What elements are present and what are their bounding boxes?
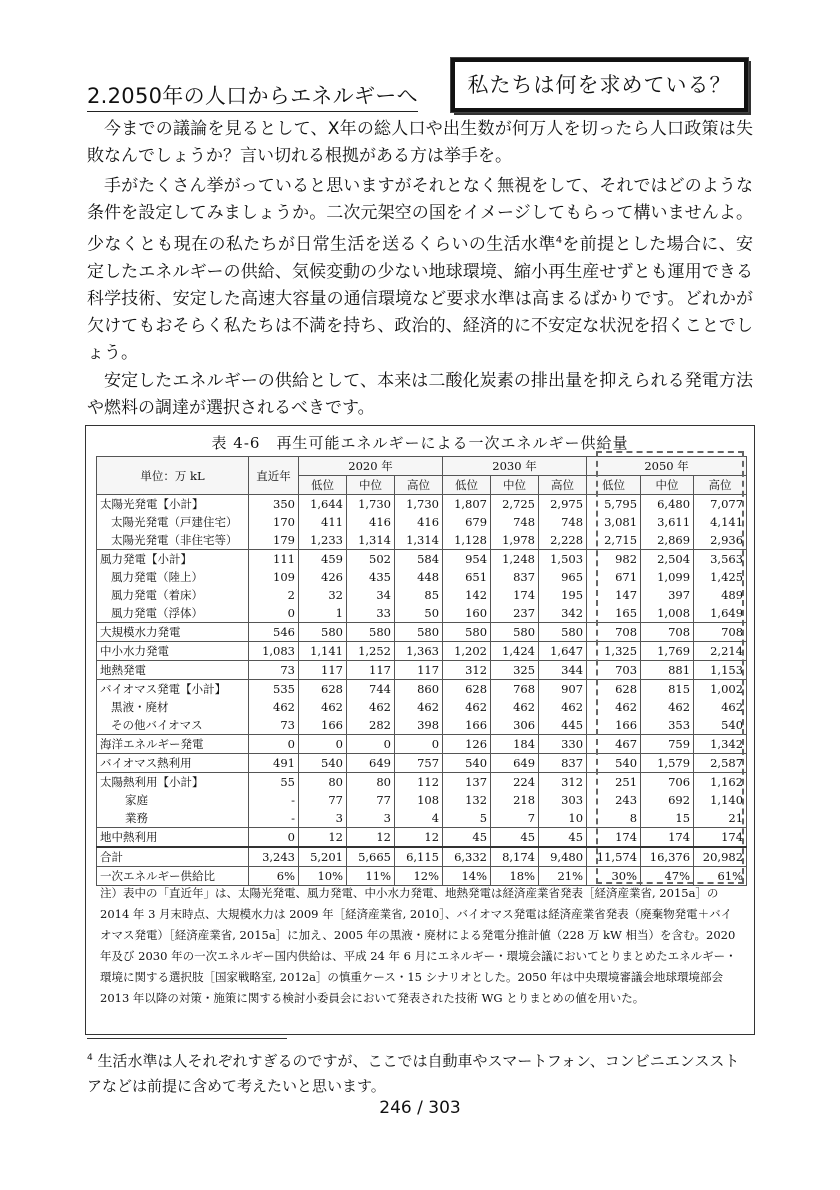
table-row <box>97 754 747 773</box>
table-cell: 2,228 <box>539 531 587 550</box>
table-cell: 1,153 <box>694 661 747 680</box>
table-cell: 174 <box>641 828 694 848</box>
table-row <box>97 773 747 792</box>
row-label: 合計 <box>97 847 249 867</box>
table-cell: 3,243 <box>249 847 299 867</box>
table-cell: 166 <box>299 716 347 735</box>
year-header-2020: 2020 年 <box>299 457 443 476</box>
table-cell: 1,202 <box>443 642 491 661</box>
table-cell: 0 <box>249 735 299 754</box>
row-label: 中小水力発電 <box>97 642 249 661</box>
table-row <box>97 568 747 586</box>
table-cell: 628 <box>299 680 347 699</box>
row-label: 風力発電（浮体） <box>97 604 249 623</box>
row-label: 一次エネルギー供給比 <box>97 867 249 886</box>
table-cell: 628 <box>587 680 641 699</box>
footnote-text: 生活水準は人それぞれすぎるのですが、ここでは自動車やスマートフォン、コンビニエンスストアなどは前提に含めて考えたいと思います。 <box>87 1052 740 1095</box>
table-cell: 651 <box>443 568 491 586</box>
table-cell: 195 <box>539 586 587 604</box>
table-cell: 243 <box>587 791 641 809</box>
table-cell: 1,002 <box>694 680 747 699</box>
table-cell: 61% <box>694 867 747 886</box>
table-cell: 142 <box>443 586 491 604</box>
table-cell: 330 <box>539 735 587 754</box>
level-header: 低位 <box>443 476 491 495</box>
unit-header: 単位：万 kL <box>97 457 249 495</box>
table-cell: 462 <box>491 698 539 716</box>
table-cell: 73 <box>249 716 299 735</box>
row-label: 黒液・廃材 <box>97 698 249 716</box>
table-cell: 1,248 <box>491 550 539 569</box>
table-cell: 3,563 <box>694 550 747 569</box>
table-cell: 435 <box>347 568 395 586</box>
table-cell: 132 <box>443 791 491 809</box>
table-cell: 462 <box>299 698 347 716</box>
table-cell: 10 <box>539 809 587 828</box>
table-row <box>97 495 747 514</box>
table-cell: 462 <box>641 698 694 716</box>
table-cell: 4 <box>395 809 443 828</box>
table-cell: 18% <box>491 867 539 886</box>
table-cell: 21% <box>539 867 587 886</box>
table-cell: 3,611 <box>641 513 694 531</box>
table-cell: 1,099 <box>641 568 694 586</box>
table-cell: 2,869 <box>641 531 694 550</box>
table-cell: 11,574 <box>587 847 641 867</box>
table-cell: 108 <box>395 791 443 809</box>
table-cell: 580 <box>347 623 395 642</box>
table-cell: 837 <box>491 568 539 586</box>
row-label: 海洋エネルギー発電 <box>97 735 249 754</box>
table-cell: 448 <box>395 568 443 586</box>
table-cell: 580 <box>299 623 347 642</box>
table-cell: 55 <box>249 773 299 792</box>
table-cell: 7 <box>491 809 539 828</box>
recent-year-header: 直近年 <box>249 457 299 495</box>
table-cell: 1,141 <box>299 642 347 661</box>
table-cell: 540 <box>694 716 747 735</box>
table-cell: 708 <box>641 623 694 642</box>
table-cell: 1,730 <box>347 495 395 514</box>
table-row <box>97 735 747 754</box>
table-cell: - <box>249 809 299 828</box>
table-cell: 5,201 <box>299 847 347 867</box>
table-cell: 47% <box>641 867 694 886</box>
table-cell: 2,725 <box>491 495 539 514</box>
table-cell: 748 <box>491 513 539 531</box>
row-label: 風力発電（着床） <box>97 586 249 604</box>
level-header: 中位 <box>491 476 539 495</box>
table-cell: 1,730 <box>395 495 443 514</box>
table-row <box>97 623 747 642</box>
table-cell: 462 <box>539 698 587 716</box>
table-cell: 12% <box>395 867 443 886</box>
table-cell: 174 <box>491 586 539 604</box>
paragraph-2-text-a: 手がたくさん挙がっていると思いますがそれとなく無視をして、それではどのような条件を設定してみましょうか。二次元架空の国をイメージしてもらって構いませんよ。少なくとも現在の私たちが日常生活を送るくらいの生活水準 <box>87 176 753 255</box>
table-cell: 137 <box>443 773 491 792</box>
table-cell: 0 <box>249 604 299 623</box>
table-row <box>97 680 747 699</box>
level-header: 低位 <box>299 476 347 495</box>
table-cell: 3 <box>347 809 395 828</box>
table-cell: 2,936 <box>694 531 747 550</box>
table-cell: 6% <box>249 867 299 886</box>
table-cell: 312 <box>443 661 491 680</box>
table-cell: 15 <box>641 809 694 828</box>
table-cell: 0 <box>347 735 395 754</box>
table-cell: 1,978 <box>491 531 539 550</box>
table-cell: 491 <box>249 754 299 773</box>
table-row <box>97 661 747 680</box>
table-cell: 184 <box>491 735 539 754</box>
table-cell: 2,975 <box>539 495 587 514</box>
table-cell: 1,363 <box>395 642 443 661</box>
table-row <box>97 642 747 661</box>
paragraph-2 <box>87 173 753 367</box>
table-cell: 467 <box>587 735 641 754</box>
table-cell: 703 <box>587 661 641 680</box>
table-cell: - <box>249 791 299 809</box>
table-cell: 546 <box>249 623 299 642</box>
table-cell: 768 <box>491 680 539 699</box>
table-cell: 708 <box>587 623 641 642</box>
table-cell: 117 <box>395 661 443 680</box>
table-cell: 462 <box>347 698 395 716</box>
table-cell: 224 <box>491 773 539 792</box>
table-cell: 1,252 <box>347 642 395 661</box>
table-cell: 462 <box>694 698 747 716</box>
row-label: 太陽光発電（戸建住宅） <box>97 513 249 531</box>
row-label: バイオマス熱利用 <box>97 754 249 773</box>
section-heading: 2.2050年の人口からエネルギーへ <box>87 82 418 112</box>
table-cell: 1,769 <box>641 642 694 661</box>
table-cell: 344 <box>539 661 587 680</box>
page-number: 246 / 303 <box>379 1098 461 1118</box>
table-cell: 342 <box>539 604 587 623</box>
table-cell: 692 <box>641 791 694 809</box>
table-cell: 426 <box>299 568 347 586</box>
row-label: 地中熱利用 <box>97 828 249 848</box>
table-row <box>97 531 747 550</box>
table-cell: 34 <box>347 586 395 604</box>
table-cell: 1,083 <box>249 642 299 661</box>
table-cell: 165 <box>587 604 641 623</box>
table-cell: 12 <box>299 828 347 848</box>
table-cell: 111 <box>249 550 299 569</box>
table-cell: 1,140 <box>694 791 747 809</box>
table-cell: 837 <box>539 754 587 773</box>
table-cell: 6,332 <box>443 847 491 867</box>
table-cell: 2,504 <box>641 550 694 569</box>
table-cell: 218 <box>491 791 539 809</box>
table-cell: 540 <box>587 754 641 773</box>
table-cell: 1,807 <box>443 495 491 514</box>
table-cell: 45 <box>539 828 587 848</box>
table-cell: 815 <box>641 680 694 699</box>
table-cell: 6,480 <box>641 495 694 514</box>
row-label: 風力発電【小計】 <box>97 550 249 569</box>
row-label: 太陽熱利用【小計】 <box>97 773 249 792</box>
table-cell: 982 <box>587 550 641 569</box>
table-cell: 8 <box>587 809 641 828</box>
table-cell: 1,424 <box>491 642 539 661</box>
row-label: 太陽光発電（非住宅等） <box>97 531 249 550</box>
table-cell: 45 <box>491 828 539 848</box>
paragraph-2-text-b: を前提とした場合に、安定したエネルギーの供給、気候変動の少ない地球環境、縮小再生産せずとも運用できる科学技術、安定した高速大容量の通信環境など要求水準は高まるばかりです。どれかが欠けてもおそらく私たちは不満を持ち、政治的、経済的に不安定な状況を招くことでしょう。 <box>87 234 754 363</box>
table-cell: 580 <box>395 623 443 642</box>
table-cell: 416 <box>347 513 395 531</box>
level-header: 高位 <box>539 476 587 495</box>
footnote-reference[interactable]: 4 <box>555 235 563 246</box>
table-cell: 350 <box>249 495 299 514</box>
table-cell: 9,480 <box>539 847 587 867</box>
table-cell: 649 <box>491 754 539 773</box>
table-cell: 540 <box>299 754 347 773</box>
table-cell: 445 <box>539 716 587 735</box>
table-cell: 708 <box>694 623 747 642</box>
table-cell: 1,579 <box>641 754 694 773</box>
table-cell: 1,325 <box>587 642 641 661</box>
table-cell: 0 <box>249 828 299 848</box>
table-cell: 580 <box>443 623 491 642</box>
table-cell: 2,587 <box>694 754 747 773</box>
table-cell: 306 <box>491 716 539 735</box>
table-cell: 170 <box>249 513 299 531</box>
table-cell: 117 <box>347 661 395 680</box>
table-cell: 502 <box>347 550 395 569</box>
table-cell: 20,982 <box>694 847 747 867</box>
level-header: 高位 <box>395 476 443 495</box>
table-cell: 7,077 <box>694 495 747 514</box>
table-row <box>97 550 747 569</box>
row-label: その他バイオマス <box>97 716 249 735</box>
table-title: 表 4-6 再生可能エネルギーによる一次エネルギー供給量 <box>211 434 629 452</box>
row-label: 風力発電（陸上） <box>97 568 249 586</box>
row-label: バイオマス発電【小計】 <box>97 680 249 699</box>
paragraph-1-text: 今までの議論を見るとして、X年の総人口や出生数が何万人を切ったら人口政策は失敗なんでしょうか？言い切れる根拠がある方は挙手を。 <box>87 119 753 166</box>
table-row <box>97 513 747 531</box>
table-cell: 282 <box>347 716 395 735</box>
table-cell: 580 <box>539 623 587 642</box>
table-cell: 14% <box>443 867 491 886</box>
table-cell: 3 <box>299 809 347 828</box>
table-cell: 12 <box>395 828 443 848</box>
table-cell: 50 <box>395 604 443 623</box>
row-label: 業務 <box>97 809 249 828</box>
table-cell: 411 <box>299 513 347 531</box>
table-cell: 160 <box>443 604 491 623</box>
table-cell: 12 <box>347 828 395 848</box>
table-cell: 540 <box>443 754 491 773</box>
table-cell: 744 <box>347 680 395 699</box>
table-cell: 0 <box>395 735 443 754</box>
row-label: 太陽光発電【小計】 <box>97 495 249 514</box>
level-header: 高位 <box>694 476 747 495</box>
table-cell: 6,115 <box>395 847 443 867</box>
table-cell: 1 <box>299 604 347 623</box>
table-row <box>97 828 747 848</box>
table-cell: 759 <box>641 735 694 754</box>
table-cell: 8,174 <box>491 847 539 867</box>
row-label: 大規模水力発電 <box>97 623 249 642</box>
table-cell: 303 <box>539 791 587 809</box>
table-cell: 489 <box>694 586 747 604</box>
callout-box: 私たちは何を求めている？ <box>451 58 748 112</box>
year-header-2030: 2030 年 <box>443 457 587 476</box>
table-cell: 671 <box>587 568 641 586</box>
table-cell: 117 <box>299 661 347 680</box>
table-cell: 1,233 <box>299 531 347 550</box>
table-row <box>97 586 747 604</box>
table-cell: 2,715 <box>587 531 641 550</box>
footnote-divider <box>87 1038 287 1039</box>
table-row <box>97 809 747 828</box>
table-cell: 80 <box>299 773 347 792</box>
table-cell: 353 <box>641 716 694 735</box>
table-row <box>97 604 747 623</box>
table-cell: 1,314 <box>347 531 395 550</box>
table-cell: 679 <box>443 513 491 531</box>
table-cell: 2 <box>249 586 299 604</box>
table-cell: 112 <box>395 773 443 792</box>
table-cell: 628 <box>443 680 491 699</box>
table-cell: 535 <box>249 680 299 699</box>
table-cell: 965 <box>539 568 587 586</box>
paragraph-3-text: 安定したエネルギーの供給として、本来は二酸化炭素の排出量を抑えられる発電方法や燃料の調達が選択されるべきです。 <box>87 371 753 418</box>
table-cell: 312 <box>539 773 587 792</box>
table-cell: 459 <box>299 550 347 569</box>
table-cell: 325 <box>491 661 539 680</box>
table-cell: 3,081 <box>587 513 641 531</box>
year-header-2050: 2050 年 <box>587 457 747 476</box>
table-cell: 398 <box>395 716 443 735</box>
table-cell: 5,795 <box>587 495 641 514</box>
table-cell: 5,665 <box>347 847 395 867</box>
level-header: 中位 <box>347 476 395 495</box>
footnote-marker: 4 <box>87 1053 93 1063</box>
table-cell: 860 <box>395 680 443 699</box>
table-cell: 77 <box>299 791 347 809</box>
table-cell: 0 <box>299 735 347 754</box>
table-cell: 881 <box>641 661 694 680</box>
table-cell: 5 <box>443 809 491 828</box>
table-cell: 2,214 <box>694 642 747 661</box>
table-cell: 1,425 <box>694 568 747 586</box>
table-cell: 1,314 <box>395 531 443 550</box>
table-cell: 80 <box>347 773 395 792</box>
paragraph-3 <box>87 368 753 422</box>
table-cell: 907 <box>539 680 587 699</box>
level-header: 中位 <box>641 476 694 495</box>
table-cell: 174 <box>694 828 747 848</box>
table-cell: 33 <box>347 604 395 623</box>
table-row <box>97 698 747 716</box>
table-row <box>97 847 747 867</box>
table-cell: 416 <box>395 513 443 531</box>
table-cell: 32 <box>299 586 347 604</box>
table-cell: 1,128 <box>443 531 491 550</box>
table-cell: 11% <box>347 867 395 886</box>
table-cell: 1,644 <box>299 495 347 514</box>
row-label: 家庭 <box>97 791 249 809</box>
table-cell: 30% <box>587 867 641 886</box>
table-cell: 462 <box>587 698 641 716</box>
energy-supply-table <box>96 456 747 886</box>
table-cell: 179 <box>249 531 299 550</box>
table-cell: 166 <box>587 716 641 735</box>
table-cell: 10% <box>299 867 347 886</box>
table-cell: 462 <box>249 698 299 716</box>
paragraph-1 <box>87 116 753 170</box>
table-cell: 1,342 <box>694 735 747 754</box>
table-cell: 16,376 <box>641 847 694 867</box>
table-cell: 237 <box>491 604 539 623</box>
table-cell: 1,647 <box>539 642 587 661</box>
table-cell: 1,649 <box>694 604 747 623</box>
table-cell: 748 <box>539 513 587 531</box>
level-header: 低位 <box>587 476 641 495</box>
table-cell: 166 <box>443 716 491 735</box>
table-cell: 584 <box>395 550 443 569</box>
table-cell: 1,503 <box>539 550 587 569</box>
table-cell: 85 <box>395 586 443 604</box>
table-cell: 73 <box>249 661 299 680</box>
table-body <box>97 495 747 886</box>
table-cell: 109 <box>249 568 299 586</box>
table-cell: 174 <box>587 828 641 848</box>
table-row <box>97 716 747 735</box>
table-cell: 45 <box>443 828 491 848</box>
table-row <box>97 791 747 809</box>
table-cell: 251 <box>587 773 641 792</box>
table-cell: 147 <box>587 586 641 604</box>
table-cell: 1,008 <box>641 604 694 623</box>
table-cell: 1,162 <box>694 773 747 792</box>
table-cell: 77 <box>347 791 395 809</box>
table-cell: 397 <box>641 586 694 604</box>
table-cell: 757 <box>395 754 443 773</box>
row-label: 地熱発電 <box>97 661 249 680</box>
footnote <box>87 1046 753 1099</box>
table-cell: 706 <box>641 773 694 792</box>
table-cell: 462 <box>395 698 443 716</box>
table-cell: 580 <box>491 623 539 642</box>
table-note: 注）表中の「直近年」は、太陽光発電、風力発電、中小水力発電、地熱発電は経済産業省発表［経済産業省, 2015a］の 2014 年 3 月末時点、大規模水力は 2009 年［経済産業省, 2010］、バイオマス発電は経済産業省発表（廃棄物発電＋バイオマス発電）［経済産業省, 2015a］に加え、2005 年の黒液・廃材による発電分推計値（228 万 kW 相当）を含む。2020 年及び 2030 年の一次エネルギー国内供給は、平成 24 年 6 月にエネルギー・環境会議においてとりまとめたエネルギー・環境に関する選択肢［国家戦略室, 2012a］の慎重ケース・15 シナリオとした。2050 年は中央環境審議会地球環境部会 2013 年以降の対策・施策に関する検討小委員会において発表された技術 WG とりまとめの値を用いた。 <box>100 886 737 1005</box>
table-cell: 462 <box>443 698 491 716</box>
table-cell: 21 <box>694 809 747 828</box>
table-cell: 4,141 <box>694 513 747 531</box>
table-cell: 126 <box>443 735 491 754</box>
table-cell: 954 <box>443 550 491 569</box>
table-cell: 649 <box>347 754 395 773</box>
